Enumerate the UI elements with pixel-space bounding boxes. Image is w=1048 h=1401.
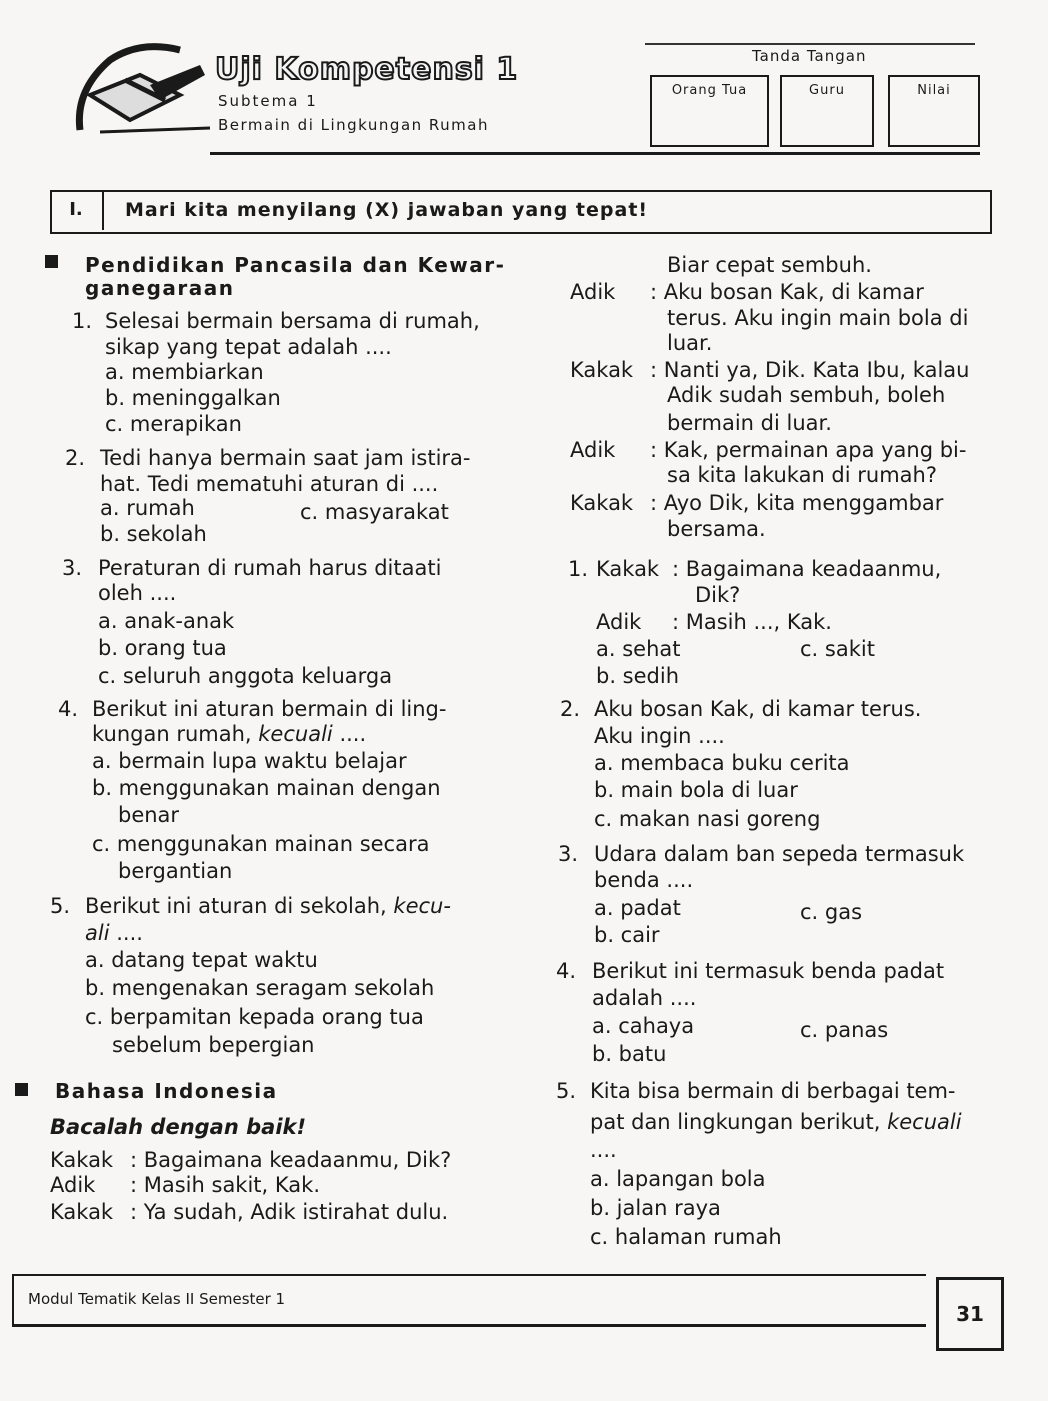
question-number: 1.	[72, 309, 93, 333]
question-number: 1.	[568, 557, 589, 581]
option-c[interactable]: c. seluruh anggota keluarga	[98, 664, 393, 688]
option-c[interactable]: c. makan nasi goreng	[594, 807, 821, 831]
dialog-line: : Kak, permainan apa yang bi-	[650, 438, 967, 462]
question-text: : Masih ..., Kak.	[672, 610, 832, 634]
page-number: 31	[936, 1277, 1004, 1351]
question-text: Aku ingin ....	[594, 724, 725, 748]
option-c[interactable]: c. merapikan	[105, 412, 242, 436]
instruction-number: I.	[50, 190, 104, 230]
option-a[interactable]: a. sehat	[596, 637, 681, 661]
question-text-part: kungan rumah,	[92, 722, 252, 746]
question-text	[85, 921, 143, 945]
dialog-speaker: Adik	[570, 438, 616, 462]
question-number: 4.	[58, 697, 79, 721]
kecuali-keyword: kecuali	[887, 1110, 962, 1134]
parent-signature-box[interactable]	[650, 75, 769, 147]
question-text-part: pat dan lingkungan berikut,	[590, 1110, 881, 1134]
subtema-title: Bermain di Lingkungan Rumah	[218, 116, 489, 134]
question-text: sikap yang tepat adalah ....	[105, 335, 392, 359]
dialog-line: bersama.	[667, 517, 766, 541]
teacher-signature-box[interactable]	[780, 75, 874, 147]
option-c[interactable]: c. sakit	[800, 637, 875, 661]
dialog-line: : Nanti ya, Dik. Kata Ibu, kalau	[650, 358, 970, 382]
dialog-speaker: Kakak	[50, 1200, 114, 1224]
option-a[interactable]: a. lapangan bola	[590, 1167, 766, 1191]
question-text: Berikut ini aturan bermain di ling-	[92, 697, 447, 721]
option-a[interactable]: a. anak-anak	[98, 609, 235, 633]
section-bullet	[45, 255, 58, 268]
question-ellipsis: ....	[339, 722, 367, 746]
question-text: hat. Tedi mematuhi aturan di ....	[100, 472, 439, 496]
dialog-line: : Ayo Dik, kita menggambar	[650, 491, 944, 515]
dialog-speaker: Kakak	[570, 491, 634, 515]
option-b[interactable]: b. main bola di luar	[594, 778, 798, 802]
signature-label: Tanda Tangan	[752, 47, 867, 65]
question-number: 5.	[50, 894, 71, 918]
question-text	[92, 722, 366, 746]
question-number: 5.	[556, 1079, 577, 1103]
option-a[interactable]: a. datang tepat waktu	[85, 948, 318, 972]
option-b-cont: benar	[118, 803, 180, 827]
question-number: 2.	[65, 446, 86, 470]
parent-signature-label: Orang Tua	[671, 83, 748, 98]
question-text: Berikut ini termasuk benda padat	[592, 959, 945, 983]
option-c-cont: sebelum bepergian	[112, 1033, 315, 1057]
option-c[interactable]: c. menggunakan mainan secara	[92, 832, 430, 856]
dialog-speaker: Kakak	[50, 1148, 114, 1172]
question-text: oleh ....	[98, 581, 177, 605]
question-text: Peraturan di rumah harus ditaati	[98, 556, 442, 580]
dialog-line: : Ya sudah, Adik istirahat dulu.	[130, 1200, 449, 1224]
question-number: 4.	[556, 959, 577, 983]
dialog-speaker: Adik	[596, 610, 642, 634]
score-label: Nilai	[917, 83, 951, 98]
question-text: Dik?	[695, 583, 741, 607]
question-text: : Bagaimana keadaanmu,	[672, 557, 942, 581]
question-text: Aku bosan Kak, di kamar terus.	[594, 697, 922, 721]
option-b[interactable]: b. jalan raya	[590, 1196, 721, 1220]
option-a[interactable]: a. rumah	[100, 496, 195, 520]
question-text: adalah ....	[592, 986, 697, 1010]
option-c[interactable]: c. halaman rumah	[590, 1225, 782, 1249]
question-text: Tedi hanya bermain saat jam istira-	[100, 446, 471, 470]
option-b[interactable]: b. sedih	[596, 664, 680, 688]
section-title-ppkn-cont: ganegaraan	[85, 276, 235, 300]
question-text	[590, 1110, 962, 1134]
reading-instruction: Bacalah dengan baik!	[50, 1115, 307, 1139]
option-b[interactable]: b. meninggalkan	[105, 386, 281, 410]
module-label: Modul Tematik Kelas II Semester 1	[28, 1290, 286, 1308]
question-text: Kita bisa bermain di berbagai tem-	[590, 1079, 956, 1103]
option-b[interactable]: b. mengenakan seragam sekolah	[85, 976, 435, 1000]
option-c-cont: bergantian	[118, 859, 233, 883]
option-a[interactable]: a. membaca buku cerita	[594, 751, 850, 775]
option-b[interactable]: b. orang tua	[98, 636, 227, 660]
question-ellipsis: ....	[116, 921, 143, 945]
kecuali-keyword-cont: ali	[85, 921, 110, 945]
score-box[interactable]	[888, 75, 980, 147]
option-a[interactable]: a. cahaya	[592, 1014, 695, 1038]
dialog-speaker: Adik	[570, 280, 616, 304]
dialog-line: sa kita lakukan di rumah?	[667, 463, 937, 487]
section-title-ppkn: Pendidikan Pancasila dan Kewar-	[85, 253, 506, 277]
option-a[interactable]: a. padat	[594, 896, 681, 920]
option-b[interactable]: b. batu	[592, 1042, 667, 1066]
question-number: 3.	[558, 842, 579, 866]
option-a[interactable]: a. bermain lupa waktu belajar	[92, 749, 407, 773]
dialog-line: : Masih sakit, Kak.	[130, 1173, 320, 1197]
question-text-part: Berikut ini aturan di sekolah,	[85, 894, 387, 918]
question-text: benda ....	[594, 868, 694, 892]
uji-kompetensi-logo	[70, 40, 210, 140]
dialog-line: luar.	[667, 331, 713, 355]
instruction-text: Mari kita menyilang (X) jawaban yang tepat!	[125, 199, 649, 221]
dialog-line: bermain di luar.	[667, 411, 832, 435]
option-b[interactable]: b. menggunakan mainan dengan	[92, 776, 441, 800]
kecuali-keyword: kecuali	[258, 722, 333, 746]
option-c[interactable]: c. panas	[800, 1018, 889, 1042]
header-top-line	[645, 43, 975, 45]
option-b[interactable]: b. cair	[594, 923, 660, 947]
option-c[interactable]: c. gas	[800, 900, 863, 924]
dialog-line: Adik sudah sembuh, boleh	[667, 383, 946, 407]
dialog-line: terus. Aku ingin main bola di	[667, 306, 969, 330]
section-bullet	[15, 1083, 28, 1096]
option-a[interactable]: a. membiarkan	[105, 360, 264, 384]
dialog-line: : Bagaimana keadaanmu, Dik?	[130, 1148, 452, 1172]
dialog-line: Biar cepat sembuh.	[667, 253, 872, 277]
page-title: Uji Kompetensi 1	[215, 52, 519, 87]
question-text: Selesai bermain bersama di rumah,	[105, 309, 480, 333]
question-number: 3.	[62, 556, 83, 580]
dialog-line: : Aku bosan Kak, di kamar	[650, 280, 924, 304]
option-b[interactable]: b. sekolah	[100, 522, 207, 546]
header-divider	[210, 152, 980, 155]
option-c[interactable]: c. berpamitan kepada orang tua	[85, 1005, 424, 1029]
teacher-signature-label: Guru	[809, 83, 845, 98]
dialog-speaker: Kakak	[570, 358, 634, 382]
question-number: 2.	[560, 697, 581, 721]
question-text: Udara dalam ban sepeda termasuk	[594, 842, 965, 866]
subtema-label: Subtema 1	[218, 92, 318, 110]
question-ellipsis: ....	[590, 1138, 617, 1162]
section-title-bahasa: Bahasa Indonesia	[55, 1079, 278, 1103]
dialog-speaker: Adik	[50, 1173, 96, 1197]
option-c[interactable]: c. masyarakat	[300, 500, 449, 524]
kecuali-keyword: kecu-	[393, 894, 451, 918]
dialog-speaker: Kakak	[596, 557, 660, 581]
question-text	[85, 894, 451, 918]
